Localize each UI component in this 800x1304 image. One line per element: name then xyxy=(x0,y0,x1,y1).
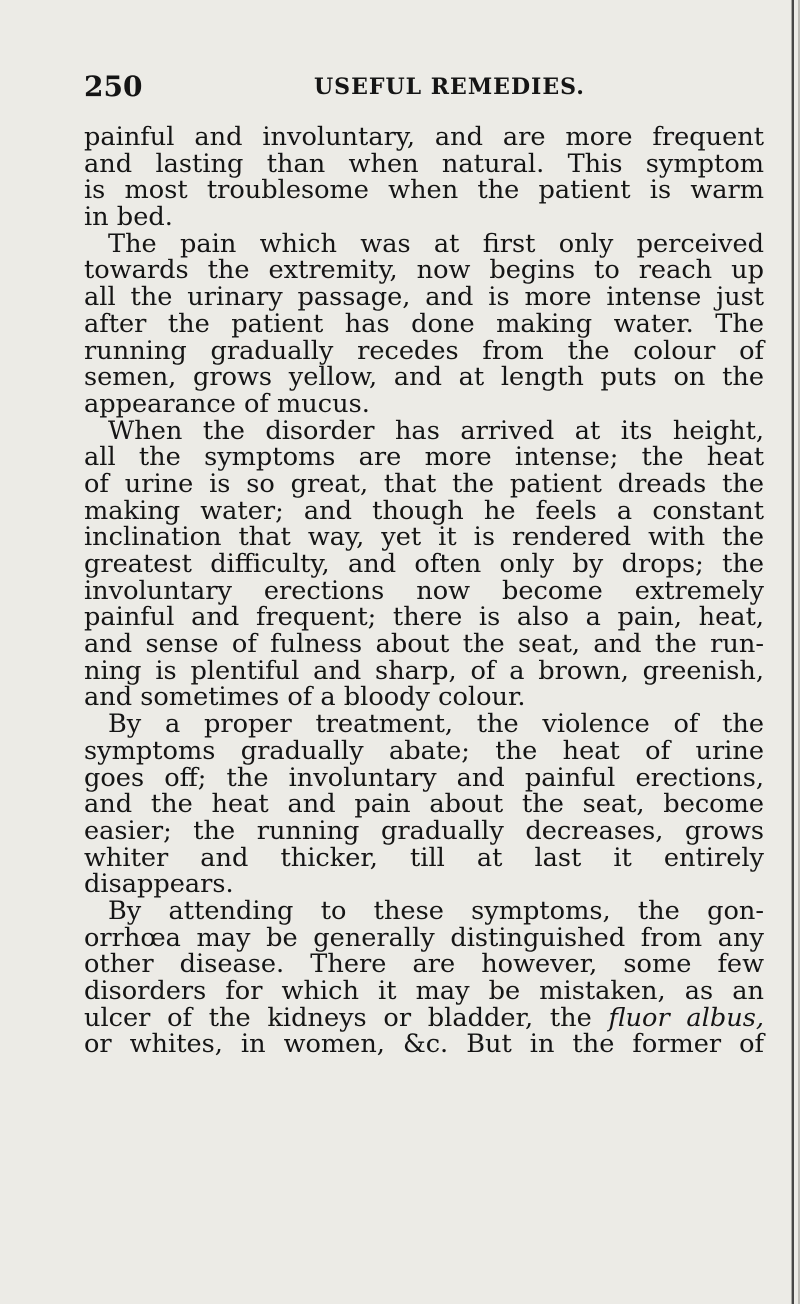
text-line: whiter and thicker, till at last it entirely xyxy=(84,842,764,873)
text-line: all the urinary passage, and is more intense just xyxy=(84,282,764,313)
text-line: after the patient has done making water. The xyxy=(84,308,764,339)
text-line: goes off; the involuntary and painful erections, xyxy=(84,762,764,793)
text-line: and sometimes of a bloody colour. xyxy=(84,682,526,713)
text-line-lead: ulcer of the kidneys or bladder, the xyxy=(84,1002,592,1033)
text-line: other disease. There are however, some few xyxy=(84,949,764,980)
text-line: semen, grows yellow, and at length puts on the xyxy=(84,362,764,393)
text-line: and lasting than when natural. This symptom xyxy=(84,148,764,179)
text-line: or whites, in women, &c. But in the former of xyxy=(84,1029,764,1060)
text-line: ning is plentiful and sharp, of a brown, greenish, xyxy=(84,655,764,686)
text-line: painful and involuntary, and are more frequent xyxy=(84,122,764,152)
text-line: running gradually recedes from the colour of xyxy=(84,335,764,366)
text-line: orrhœa may be generally distinguished from any xyxy=(84,922,764,953)
page-header xyxy=(84,70,764,110)
text-line: appearance of mucus. xyxy=(84,388,370,419)
text-line: is most troublesome when the patient is warm xyxy=(84,175,764,206)
text-line: When the disorder has arrived at its height, xyxy=(108,415,764,446)
text-line: symptoms gradually abate; the heat of urine xyxy=(84,735,764,766)
text-line: inclination that way, yet it is rendered with the xyxy=(84,522,764,553)
italic-term: fluor albus, xyxy=(608,1002,764,1033)
text-line: The pain which was at first only perceived xyxy=(108,228,764,259)
text-line: and the heat and pain about the seat, become xyxy=(84,789,764,820)
text-line-with-italic xyxy=(84,1002,764,1033)
text-line: By a proper treatment, the violence of the xyxy=(108,709,764,740)
text-line: all the symptoms are more intense; the heat xyxy=(84,442,764,473)
text-line: in bed. xyxy=(84,202,173,233)
text-line: making water; and though he feels a constant xyxy=(84,495,764,526)
text-line: greatest difficulty, and often only by drops; the xyxy=(84,549,764,579)
page-number: 250 xyxy=(84,70,143,103)
text-line: disorders for which it may be mistaken, as an xyxy=(84,976,764,1006)
page-binding-edge xyxy=(791,0,794,1304)
body-text xyxy=(84,124,764,1058)
text-line: easier; the running gradually decreases, grows xyxy=(84,815,764,846)
text-line: involuntary erections now become extremely xyxy=(84,575,764,606)
text-line: of urine is so great, that the patient dreads the xyxy=(84,468,764,499)
text-line: towards the extremity, now begins to reach up xyxy=(84,255,764,286)
text-line: By attending to these symptoms, the gon- xyxy=(108,895,764,926)
text-line: disappears. xyxy=(84,869,234,900)
text-line: and sense of fulness about the seat, and the run- xyxy=(84,629,764,660)
running-head: USEFUL REMEDIES. xyxy=(314,74,585,100)
text-line: painful and frequent; there is also a pain, heat, xyxy=(84,602,764,633)
